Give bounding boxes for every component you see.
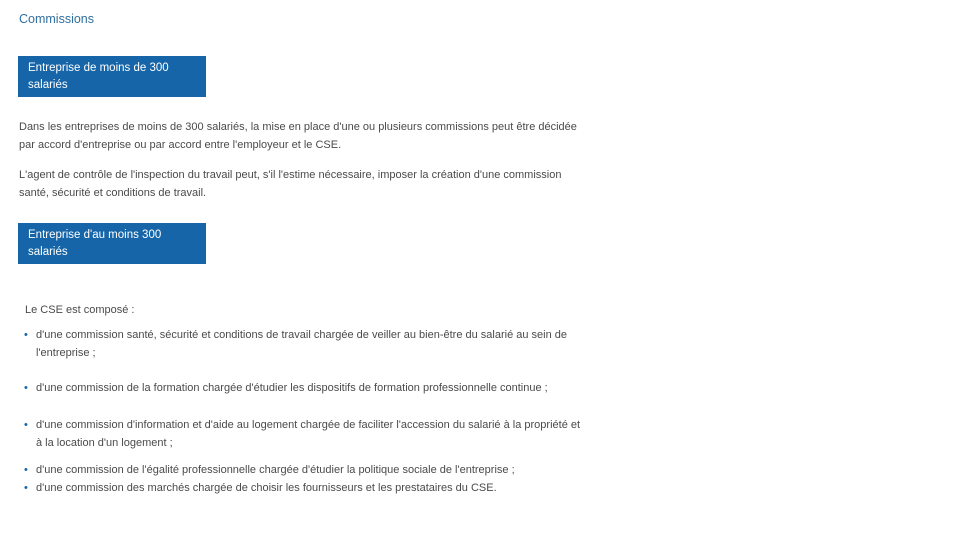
bullet-icon: • bbox=[24, 464, 28, 476]
list-item bbox=[24, 326, 584, 362]
section-heading-large-companies: Entreprise d'au moins 300 salariés bbox=[18, 223, 206, 264]
list-intro: Le CSE est composé : bbox=[25, 304, 135, 316]
paragraph-small-companies-1: Dans les entreprises de moins de 300 salariés, la mise en place d'une ou plusieurs commissions peut être décidée par accord d'entreprise ou par accord entre l'employeur et le CSE. bbox=[19, 121, 577, 151]
list-item bbox=[24, 416, 584, 452]
list-item bbox=[24, 479, 584, 497]
list-item bbox=[24, 461, 584, 479]
list-item-text: d'une commission d'information et d'aide au logement chargée de faciliter l'accession du salarié à la propriété et à la location d'un logement ; bbox=[36, 419, 581, 449]
list-item bbox=[24, 379, 584, 397]
bullet-icon: • bbox=[24, 382, 28, 394]
list-item-text: d'une commission de la formation chargée d'étudier les dispositifs de formation professionnelle continue ; bbox=[36, 382, 548, 394]
bullet-icon: • bbox=[24, 419, 28, 431]
list-item-text: d'une commission de l'égalité professionnelle chargée d'étudier la politique sociale de l'entreprise ; bbox=[36, 464, 515, 476]
section-heading-small-companies: Entreprise de moins de 300 salariés bbox=[18, 56, 206, 97]
bullet-icon: • bbox=[24, 329, 28, 341]
bullet-icon: • bbox=[24, 482, 28, 494]
paragraph-small-companies-2: L'agent de contrôle de l'inspection du travail peut, s'il l'estime nécessaire, imposer la création d'une commission santé, sécurité et conditions de travail. bbox=[19, 169, 562, 199]
page-title: Commissions bbox=[19, 12, 95, 26]
list-item-text: d'une commission des marchés chargée de choisir les fournisseurs et les prestataires du CSE. bbox=[36, 482, 497, 494]
list-item-text: d'une commission santé, sécurité et conditions de travail chargée de veiller au bien-être du salarié au sein de l'entreprise ; bbox=[36, 329, 568, 359]
